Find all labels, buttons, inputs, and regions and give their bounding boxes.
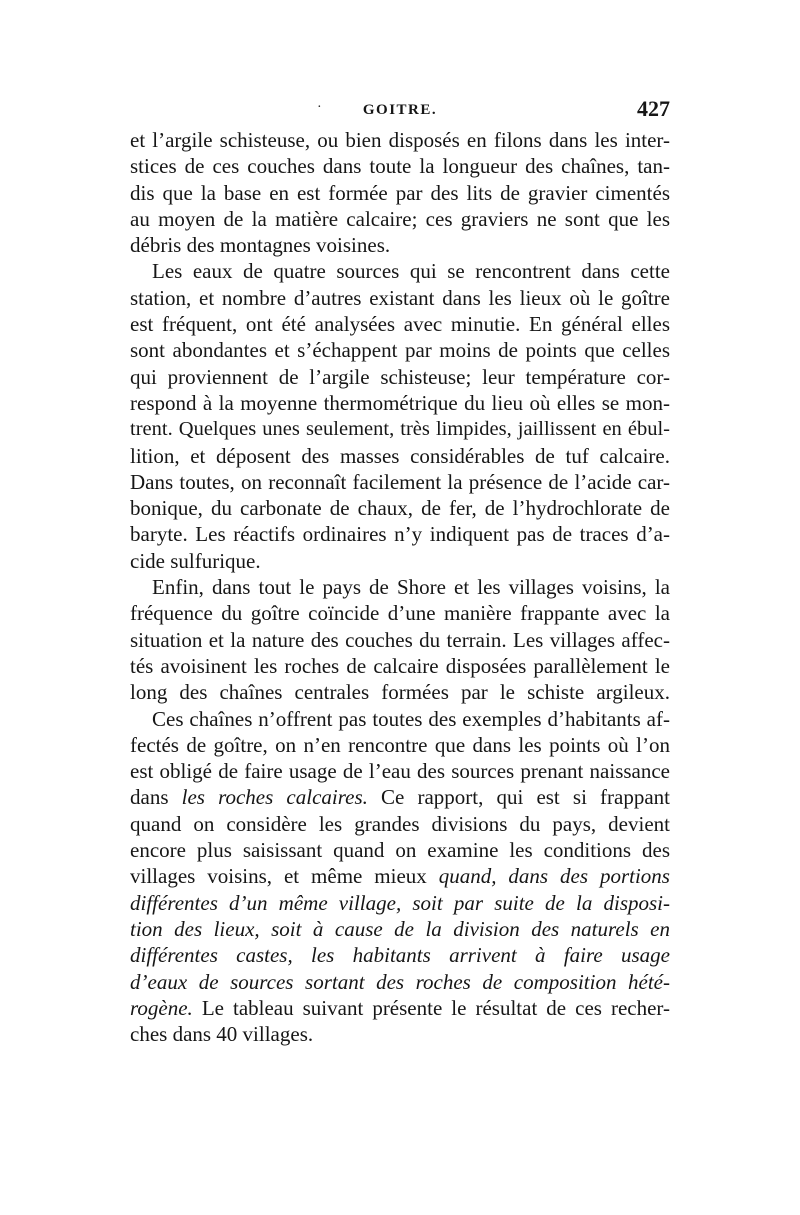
text-line bbox=[130, 337, 670, 363]
text-segment: villages voisins, et même mieux bbox=[130, 864, 439, 889]
text-line bbox=[130, 180, 670, 206]
text-segment: situation et la nature des couches du terrain. Les villages affec- bbox=[130, 627, 670, 652]
text-line bbox=[130, 495, 670, 521]
text-segment: quand on considère les grandes divisions du pays, devient bbox=[130, 811, 670, 836]
text-line bbox=[130, 206, 670, 232]
italic-text: différentes castes, les habitants arrivent à faire usage bbox=[130, 943, 670, 968]
text-segment: Les eaux de quatre sources qui se rencontrent dans cette bbox=[152, 259, 670, 284]
text-line bbox=[130, 521, 670, 547]
text-line bbox=[130, 811, 670, 837]
text-line bbox=[130, 916, 670, 942]
text-segment: encore plus saisissant quand on examine les conditions des bbox=[130, 838, 670, 863]
text-line bbox=[130, 679, 670, 705]
text-line bbox=[130, 574, 670, 600]
text-segment: ches dans 40 villages. bbox=[130, 1022, 314, 1047]
text-segment: bonique, du carbonate de chaux, de fer, de l’hydrochlorate de bbox=[130, 496, 670, 521]
text-segment: station, et nombre d’autres existant dans les lieux où le goître bbox=[130, 285, 670, 310]
text-segment: trent. Quelques unes seulement, très limpides, jaillissent en ébul- bbox=[130, 418, 670, 441]
body-text bbox=[130, 127, 670, 1047]
text-line bbox=[130, 153, 670, 179]
text-line bbox=[130, 732, 670, 758]
text-segment: est fréquent, ont été analysées avec minutie. En général elles bbox=[130, 312, 670, 337]
text-line bbox=[130, 784, 670, 810]
running-head bbox=[130, 96, 670, 126]
text-segment: est obligé de faire usage de l’eau des sources prenant naissance bbox=[130, 759, 670, 784]
text-segment: Enfin, dans tout le pays de Shore et les villages voisins, la bbox=[152, 575, 670, 600]
text-line bbox=[130, 942, 670, 968]
text-segment: fectés de goître, on n’en rencontre que dans les points où l’on bbox=[130, 732, 670, 757]
italic-text: rogène. bbox=[130, 995, 193, 1020]
text-line bbox=[130, 364, 670, 390]
text-line bbox=[130, 1021, 670, 1047]
page-number: 427 bbox=[637, 96, 670, 121]
text-segment: Le tableau suivant présente le résultat de ces recher- bbox=[192, 995, 670, 1020]
text-segment: Ce rapport, qui est si frappant bbox=[367, 785, 670, 810]
text-line bbox=[130, 416, 670, 442]
text-segment: baryte. Les réactifs ordinaires n’y indiquent pas de traces d’a- bbox=[130, 522, 670, 547]
text-line bbox=[130, 600, 670, 626]
text-line bbox=[130, 469, 670, 495]
text-line bbox=[130, 443, 670, 469]
italic-text: d’eaux de sources sortant des roches de composition hété- bbox=[130, 969, 670, 994]
text-segment: qui proviennent de l’argile schisteuse; leur température cor- bbox=[130, 364, 670, 389]
text-line bbox=[130, 311, 670, 337]
text-segment: et l’argile schisteuse, ou bien disposés en filons dans les inter- bbox=[130, 128, 670, 152]
text-line bbox=[130, 548, 670, 574]
italic-text: différentes d’un même village, soit par suite de la disposi- bbox=[130, 890, 670, 915]
text-segment: lition, et déposent des masses considérables de tuf calcaire. bbox=[130, 443, 670, 468]
text-segment: tés avoisinent les roches de calcaire disposées parallèlement le bbox=[130, 653, 670, 678]
text-segment: fréquence du goître coïncide d’une manière frappante avec la bbox=[130, 601, 670, 626]
text-line bbox=[130, 837, 670, 863]
text-segment: long des chaînes centrales formées par le schiste argileux. bbox=[130, 680, 670, 705]
text-line bbox=[130, 863, 670, 889]
text-line bbox=[130, 232, 670, 258]
text-line bbox=[130, 627, 670, 653]
text-line bbox=[130, 758, 670, 784]
text-segment: Ces chaînes n’offrent pas toutes des exemples d’habitants af- bbox=[152, 706, 670, 731]
text-line bbox=[130, 127, 670, 153]
italic-text: tion des lieux, soit à cause de la division des naturels en bbox=[130, 916, 670, 941]
text-segment: sont abondantes et s’échappent par moins de points que celles bbox=[130, 338, 670, 363]
text-segment: Dans toutes, on reconnaît facilement la présence de l’acide car- bbox=[130, 469, 670, 494]
text-line bbox=[130, 969, 670, 995]
running-title: GOITRE. bbox=[362, 102, 438, 118]
text-segment: dis que la base en est formée par des lits de gravier cimentés bbox=[130, 180, 670, 205]
text-line bbox=[130, 653, 670, 679]
text-line bbox=[130, 390, 670, 416]
text-line bbox=[130, 285, 670, 311]
italic-text: quand, dans des portions bbox=[438, 864, 670, 889]
text-line bbox=[130, 995, 670, 1021]
italic-text: les roches calcaires. bbox=[181, 785, 368, 810]
text-segment: respond à la moyenne thermométrique du lieu où elles se mon- bbox=[130, 390, 670, 415]
text-segment: au moyen de la matière calcaire; ces graviers ne sont que les bbox=[130, 206, 670, 231]
text-segment: débris des montagnes voisines. bbox=[130, 233, 391, 258]
text-segment: dans bbox=[130, 785, 182, 810]
text-segment: stices de ces couches dans toute la longueur des chaînes, tan- bbox=[130, 154, 670, 179]
text-line bbox=[130, 890, 670, 916]
text-line bbox=[130, 706, 670, 732]
text-segment: cide sulfurique. bbox=[130, 548, 261, 573]
text-line bbox=[130, 258, 670, 284]
header-mark: · bbox=[317, 100, 322, 115]
